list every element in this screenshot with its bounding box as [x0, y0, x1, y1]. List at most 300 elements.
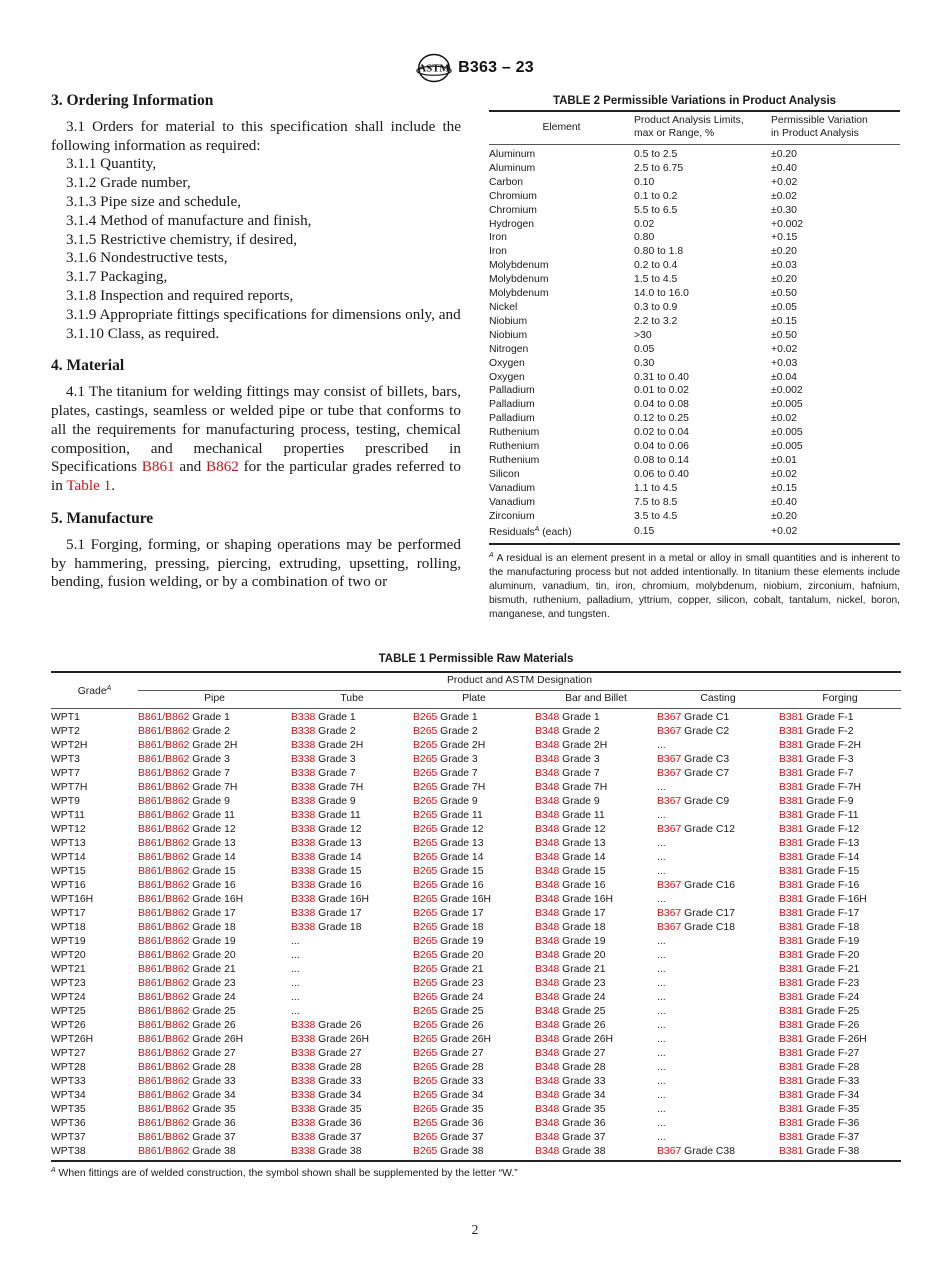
table-row — [51, 865, 901, 879]
spec-link[interactable]: B861/B862 — [138, 852, 190, 863]
grade-cell: WPT7H — [51, 782, 88, 793]
spec-link[interactable]: B367 — [657, 880, 682, 891]
table-row — [489, 412, 900, 426]
grade-text: ... — [657, 740, 666, 751]
designation-cell — [291, 837, 413, 851]
spec-link[interactable]: B381 — [779, 740, 804, 751]
spec-link[interactable]: B338 — [291, 754, 316, 765]
grade-text: Grade 7 — [437, 768, 478, 779]
spec-link[interactable]: B381 — [779, 1132, 804, 1143]
spec-link[interactable]: B265 — [413, 1146, 438, 1157]
grade-text: Grade 9 — [315, 796, 356, 807]
spec-link[interactable]: B338 — [291, 1020, 316, 1031]
grade-text: Grade 12 — [559, 824, 606, 835]
grade-text: Grade C38 — [681, 1146, 735, 1157]
spec-link[interactable]: B265 — [413, 1076, 438, 1087]
grade-cell: WPT25 — [51, 1006, 86, 1017]
spec-link[interactable]: B861/B862 — [138, 754, 190, 765]
spec-link[interactable]: B265 — [413, 712, 438, 723]
spec-link[interactable]: B861/B862 — [138, 768, 190, 779]
spec-link[interactable]: B861/B862 — [138, 810, 190, 821]
spec-link[interactable]: B348 — [535, 754, 560, 765]
designation-cell — [413, 907, 535, 921]
table-row — [51, 977, 901, 991]
link-b862[interactable]: B862 — [205, 458, 239, 476]
spec-link[interactable]: B861/B862 — [138, 1020, 190, 1031]
grade-cell: WPT26H — [51, 1034, 94, 1045]
spec-link[interactable]: B338 — [291, 1146, 316, 1157]
grade-text: Grade F-13 — [803, 838, 860, 849]
spec-link[interactable]: B348 — [535, 992, 560, 1003]
designation-cell — [291, 1117, 413, 1131]
spec-link[interactable]: B348 — [535, 1048, 560, 1059]
ordering-list-item: 3.1.4 Method of manufacture and finish, — [66, 211, 312, 229]
designation-cell — [291, 963, 413, 977]
table-row — [489, 468, 900, 482]
spec-link[interactable]: B265 — [413, 824, 438, 835]
element-cell: Hydrogen — [489, 218, 535, 230]
spec-link[interactable]: B861/B862 — [138, 950, 190, 961]
spec-link[interactable]: B381 — [779, 796, 804, 807]
spec-link[interactable]: B381 — [779, 978, 804, 989]
designation-cell — [657, 949, 779, 963]
grade-text: Grade 26 — [189, 1020, 236, 1031]
spec-link[interactable]: B348 — [535, 796, 560, 807]
variation-cell: ±0.20 — [771, 274, 797, 286]
designation-cell — [138, 1117, 291, 1131]
grade-text: Grade F-7 — [803, 768, 854, 779]
spec-link[interactable]: B338 — [291, 1090, 316, 1101]
spec-link[interactable]: B338 — [291, 866, 316, 877]
spec-link[interactable]: B381 — [779, 922, 804, 933]
designation-cell — [535, 767, 657, 781]
spec-link[interactable]: B338 — [291, 726, 316, 737]
designation-cell — [535, 1061, 657, 1075]
spec-link[interactable]: B338 — [291, 740, 316, 751]
limit-cell: 7.5 to 8.5 — [634, 496, 678, 508]
grade-text: ... — [657, 936, 666, 947]
spec-link[interactable]: B861/B862 — [138, 880, 190, 891]
spec-link[interactable]: B265 — [413, 1048, 438, 1059]
spec-link[interactable]: B348 — [535, 908, 560, 919]
spec-link[interactable]: B381 — [779, 866, 804, 877]
spec-link[interactable]: B265 — [413, 964, 438, 975]
grade-text: Grade 13 — [559, 838, 606, 849]
spec-link[interactable]: B348 — [535, 852, 560, 863]
spec-link[interactable]: B265 — [413, 894, 438, 905]
designation-cell — [413, 977, 535, 991]
spec-link[interactable]: B265 — [413, 810, 438, 821]
designation-cell — [779, 1117, 901, 1131]
designation-cell — [413, 1089, 535, 1103]
spec-link[interactable]: B265 — [413, 768, 438, 779]
spec-link[interactable]: B348 — [535, 1076, 560, 1087]
variation-cell: ±0.005 — [771, 399, 803, 411]
spec-link[interactable]: B348 — [535, 768, 560, 779]
table-row — [489, 329, 900, 343]
spec-link[interactable]: B381 — [779, 1090, 804, 1101]
grade-text: Grade 18 — [315, 922, 362, 933]
designation-cell — [138, 851, 291, 865]
spec-link[interactable]: B381 — [779, 950, 804, 961]
grade-text: Grade 35 — [189, 1104, 236, 1115]
spec-link[interactable]: B861/B862 — [138, 1090, 190, 1101]
table-row — [489, 204, 900, 218]
designation-cell — [535, 1117, 657, 1131]
spec-link[interactable]: B861/B862 — [138, 824, 190, 835]
spec-link[interactable]: B338 — [291, 712, 316, 723]
designation-cell — [657, 879, 779, 893]
grade-text: Grade 2 — [315, 726, 356, 737]
spec-link[interactable]: B348 — [535, 824, 560, 835]
spec-link[interactable]: B367 — [657, 712, 682, 723]
spec-link[interactable]: B381 — [779, 1048, 804, 1059]
designation-cell — [535, 1047, 657, 1061]
variation-cell: ±0.04 — [771, 371, 797, 383]
spec-link[interactable]: B338 — [291, 1076, 316, 1087]
spec-link[interactable]: B265 — [413, 936, 438, 947]
spec-link[interactable]: B348 — [535, 740, 560, 751]
designation-cell — [535, 837, 657, 851]
spec-link[interactable]: B265 — [413, 1062, 438, 1073]
spec-link[interactable]: B381 — [779, 1118, 804, 1129]
spec-link[interactable]: B861/B862 — [138, 908, 190, 919]
spec-link[interactable]: B381 — [779, 838, 804, 849]
designation-cell — [779, 809, 901, 823]
spec-link[interactable]: B861/B862 — [138, 1132, 190, 1143]
spec-link[interactable]: B381 — [779, 880, 804, 891]
grade-cell: WPT14 — [51, 852, 86, 863]
grade-text: ... — [657, 1034, 666, 1045]
grade-text: Grade 33 — [559, 1076, 606, 1087]
spec-link[interactable]: B367 — [657, 754, 682, 765]
limit-cell: 0.30 — [634, 357, 655, 369]
spec-link[interactable]: B861/B862 — [138, 978, 190, 989]
link-b861[interactable]: B861 — [141, 458, 175, 476]
spec-link[interactable]: B265 — [413, 754, 438, 765]
grade-text: Grade F-37 — [803, 1132, 860, 1143]
table-row — [489, 301, 900, 315]
designation-cell — [779, 1019, 901, 1033]
designation-cell — [138, 935, 291, 949]
spec-link[interactable]: B861/B862 — [138, 1006, 190, 1017]
spec-link[interactable]: B265 — [413, 880, 438, 891]
spec-link[interactable]: B861/B862 — [138, 936, 190, 947]
grade-text: Grade 26H — [437, 1034, 491, 1045]
designation-cell — [657, 977, 779, 991]
spec-link[interactable]: B348 — [535, 964, 560, 975]
spec-link[interactable]: B338 — [291, 768, 316, 779]
grade-text: Grade 9 — [559, 796, 600, 807]
grade-text: Grade 27 — [315, 1048, 362, 1059]
element-cell: Aluminum — [489, 162, 536, 174]
designation-cell — [413, 753, 535, 767]
grade-text: ... — [657, 1132, 666, 1143]
grade-text: Grade 33 — [189, 1076, 236, 1087]
spec-link[interactable]: B348 — [535, 950, 560, 961]
limit-cell: 0.02 — [634, 218, 655, 230]
element-cell: Palladium — [489, 385, 535, 397]
spec-link[interactable]: B265 — [413, 922, 438, 933]
spec-link[interactable]: B381 — [779, 992, 804, 1003]
spec-link[interactable]: B348 — [535, 810, 560, 821]
grade-text: Grade 3 — [315, 754, 356, 765]
spec-link[interactable]: B348 — [535, 1146, 560, 1157]
grade-text: Grade F-26 — [803, 1020, 860, 1031]
grade-text: Grade 2H — [559, 740, 608, 751]
grade-text: Grade F-17 — [803, 908, 860, 919]
designation-cell — [291, 1089, 413, 1103]
spec-link[interactable]: B861/B862 — [138, 894, 190, 905]
designation-cell — [779, 1089, 901, 1103]
spec-link[interactable]: B348 — [535, 782, 560, 793]
link-table-1[interactable]: Table 1 — [66, 477, 112, 495]
designation-cell — [413, 1103, 535, 1117]
grade-text: Grade C7 — [681, 768, 730, 779]
spec-link[interactable]: B348 — [535, 936, 560, 947]
designation-cell — [779, 767, 901, 781]
designation-cell — [779, 879, 901, 893]
spec-link[interactable]: B265 — [413, 950, 438, 961]
spec-link[interactable]: B265 — [413, 838, 438, 849]
spec-link[interactable]: B265 — [413, 1034, 438, 1045]
table-row — [51, 1089, 901, 1103]
grade-text: Grade 12 — [189, 824, 236, 835]
spec-link[interactable]: B265 — [413, 1090, 438, 1101]
spec-link[interactable]: B381 — [779, 852, 804, 863]
spec-link[interactable]: B265 — [413, 852, 438, 863]
element-cell: Silicon — [489, 468, 520, 480]
grade-text: Grade F-9 — [803, 796, 854, 807]
spec-link[interactable]: B338 — [291, 880, 316, 891]
spec-link[interactable]: B367 — [657, 824, 682, 835]
element-cell: Niobium — [489, 315, 528, 327]
designation-cell — [657, 837, 779, 851]
table-row — [489, 371, 900, 385]
grade-text: ... — [657, 992, 666, 1003]
designation-cell — [779, 837, 901, 851]
spec-link[interactable]: B861/B862 — [138, 1118, 190, 1129]
spec-link[interactable]: B348 — [535, 866, 560, 877]
spec-link[interactable]: B338 — [291, 1048, 316, 1059]
spec-link[interactable]: B381 — [779, 754, 804, 765]
spec-link[interactable]: B348 — [535, 1034, 560, 1045]
spec-link[interactable]: B348 — [535, 1090, 560, 1101]
spec-link[interactable]: B338 — [291, 838, 316, 849]
spec-link[interactable]: B381 — [779, 936, 804, 947]
spec-link[interactable]: B381 — [779, 1146, 804, 1157]
spec-link[interactable]: B861/B862 — [138, 1062, 190, 1073]
spec-link[interactable]: B861/B862 — [138, 866, 190, 877]
document-id: B363 – 23 — [458, 59, 534, 76]
ordering-list-item: 3.1.3 Pipe size and schedule, — [66, 192, 242, 210]
spec-link[interactable]: B265 — [413, 1104, 438, 1115]
designation-cell — [657, 1019, 779, 1033]
spec-link[interactable]: B338 — [291, 782, 316, 793]
spec-link[interactable]: B265 — [413, 978, 438, 989]
spec-link[interactable]: B348 — [535, 978, 560, 989]
spec-link[interactable]: B348 — [535, 712, 560, 723]
spec-link[interactable]: B338 — [291, 810, 316, 821]
grade-text: Grade 38 — [315, 1146, 362, 1157]
spec-link[interactable]: B265 — [413, 740, 438, 751]
table-row — [489, 145, 900, 162]
spec-link[interactable]: B861/B862 — [138, 838, 190, 849]
spec-link[interactable]: B861/B862 — [138, 740, 190, 751]
designation-cell — [657, 963, 779, 977]
designation-cell — [138, 1005, 291, 1019]
spec-link[interactable]: B381 — [779, 782, 804, 793]
spec-link[interactable]: B381 — [779, 1076, 804, 1087]
spec-link[interactable]: B265 — [413, 726, 438, 737]
limit-cell: 0.06 to 0.40 — [634, 468, 689, 480]
designation-cell — [291, 1033, 413, 1047]
spec-link[interactable]: B348 — [535, 894, 560, 905]
spec-link[interactable]: B265 — [413, 1132, 438, 1143]
spec-link[interactable]: B381 — [779, 894, 804, 905]
designation-cell — [657, 1047, 779, 1061]
spec-link[interactable]: B367 — [657, 908, 682, 919]
grade-text: ... — [291, 978, 300, 989]
grade-text: Grade 1 — [559, 712, 600, 723]
variation-cell: ±0.40 — [771, 496, 797, 508]
designation-cell — [291, 709, 413, 726]
variation-cell: ±0.01 — [771, 454, 797, 466]
spec-link[interactable]: B861/B862 — [138, 726, 190, 737]
spec-link[interactable]: B348 — [535, 838, 560, 849]
grade-text: Grade 16H — [559, 894, 613, 905]
grade-text: Grade F-2 — [803, 726, 854, 737]
spec-link[interactable]: B381 — [779, 1104, 804, 1115]
spec-link[interactable]: B338 — [291, 824, 316, 835]
spec-link[interactable]: B381 — [779, 810, 804, 821]
grade-text: Grade 18 — [437, 922, 484, 933]
spec-link[interactable]: B265 — [413, 992, 438, 1003]
element-cell: Zirconium — [489, 510, 535, 522]
table-row — [489, 245, 900, 259]
grade-text: Grade 26H — [559, 1034, 613, 1045]
spec-link[interactable]: B861/B862 — [138, 922, 190, 933]
spec-link[interactable]: B265 — [413, 1006, 438, 1017]
spec-link[interactable]: B338 — [291, 1104, 316, 1115]
designation-cell — [779, 725, 901, 739]
grade-text: Grade 17 — [559, 908, 606, 919]
element-cell: Molybdenum — [489, 274, 549, 286]
spec-link[interactable]: B265 — [413, 908, 438, 919]
element-cell: Ruthenium — [489, 427, 540, 439]
spec-link[interactable]: B265 — [413, 1118, 438, 1129]
grade-text: ... — [657, 838, 666, 849]
spec-link[interactable]: B338 — [291, 1118, 316, 1129]
limit-cell: >30 — [634, 329, 652, 341]
spec-link[interactable]: B338 — [291, 1034, 316, 1045]
spec-link[interactable]: B265 — [413, 796, 438, 807]
spec-link[interactable]: B348 — [535, 1118, 560, 1129]
grade-text: Grade 27 — [437, 1048, 484, 1059]
grade-text: Grade 2 — [559, 726, 600, 737]
spec-link[interactable]: B338 — [291, 1132, 316, 1143]
grade-text: Grade F-25 — [803, 1006, 860, 1017]
spec-link[interactable]: B861/B862 — [138, 796, 190, 807]
designation-cell — [413, 739, 535, 753]
header-element: Element — [489, 111, 634, 145]
spec-link[interactable]: B381 — [779, 964, 804, 975]
spec-link[interactable]: B367 — [657, 768, 682, 779]
spec-link[interactable]: B861/B862 — [138, 964, 190, 975]
spec-link[interactable]: B348 — [535, 726, 560, 737]
spec-link[interactable]: B338 — [291, 852, 316, 863]
spec-link[interactable]: B367 — [657, 1146, 682, 1157]
spec-link[interactable]: B265 — [413, 1020, 438, 1031]
spec-link[interactable]: B338 — [291, 1062, 316, 1073]
designation-cell — [779, 893, 901, 907]
designation-cell — [535, 1005, 657, 1019]
grade-text: ... — [657, 894, 666, 905]
element-cell: Ruthenium — [489, 441, 540, 453]
spec-link[interactable]: B338 — [291, 796, 316, 807]
grade-text: Grade 19 — [559, 936, 606, 947]
spec-link[interactable]: B381 — [779, 1034, 804, 1045]
spec-link[interactable]: B861/B862 — [138, 1104, 190, 1115]
spec-link[interactable]: B381 — [779, 712, 804, 723]
spec-link[interactable]: B338 — [291, 922, 316, 933]
spec-link[interactable]: B861/B862 — [138, 1076, 190, 1087]
spec-link[interactable]: B265 — [413, 782, 438, 793]
spec-link[interactable]: B381 — [779, 908, 804, 919]
spec-link[interactable]: B338 — [291, 908, 316, 919]
grade-text: Grade 7H — [559, 782, 608, 793]
spec-link[interactable]: B381 — [779, 1020, 804, 1031]
ordering-list-item: 3.1.6 Nondestructive tests, — [66, 249, 228, 267]
spec-link[interactable]: B381 — [779, 768, 804, 779]
table-row — [51, 767, 901, 781]
spec-link[interactable]: B348 — [535, 1132, 560, 1143]
limit-cell: 0.04 to 0.06 — [634, 441, 689, 453]
spec-link[interactable]: B861/B862 — [138, 1048, 190, 1059]
grade-text: Grade 19 — [437, 936, 484, 947]
spec-link[interactable]: B348 — [535, 1020, 560, 1031]
spec-link[interactable]: B381 — [779, 1006, 804, 1017]
spec-link[interactable]: B348 — [535, 1104, 560, 1115]
spec-link[interactable]: B367 — [657, 796, 682, 807]
spec-link[interactable]: B348 — [535, 922, 560, 933]
grade-text: Grade 11 — [559, 810, 605, 821]
spec-link[interactable]: B381 — [779, 824, 804, 835]
spec-link[interactable]: B861/B862 — [138, 1034, 190, 1045]
grade-text: Grade 33 — [437, 1076, 484, 1087]
spec-link[interactable]: B861/B862 — [138, 782, 190, 793]
spec-link[interactable]: B348 — [535, 880, 560, 891]
designation-cell — [779, 963, 901, 977]
spec-link[interactable]: B338 — [291, 894, 316, 905]
spec-link[interactable]: B861/B862 — [138, 1146, 190, 1157]
spec-link[interactable]: B265 — [413, 866, 438, 877]
spec-link[interactable]: B861/B862 — [138, 992, 190, 1003]
limit-cell: 0.02 to 0.04 — [634, 427, 689, 439]
grade-cell: WPT16 — [51, 880, 86, 891]
spec-link[interactable]: B367 — [657, 726, 682, 737]
spec-link[interactable]: B381 — [779, 1062, 804, 1073]
table-row — [489, 384, 900, 398]
spec-link[interactable]: B348 — [535, 1062, 560, 1073]
designation-cell — [291, 907, 413, 921]
spec-link[interactable]: B381 — [779, 726, 804, 737]
spec-link[interactable]: B367 — [657, 922, 682, 933]
table-row — [51, 963, 901, 977]
spec-link[interactable]: B348 — [535, 1006, 560, 1017]
grade-text: Grade 21 — [559, 964, 606, 975]
spec-link[interactable]: B861/B862 — [138, 712, 190, 723]
